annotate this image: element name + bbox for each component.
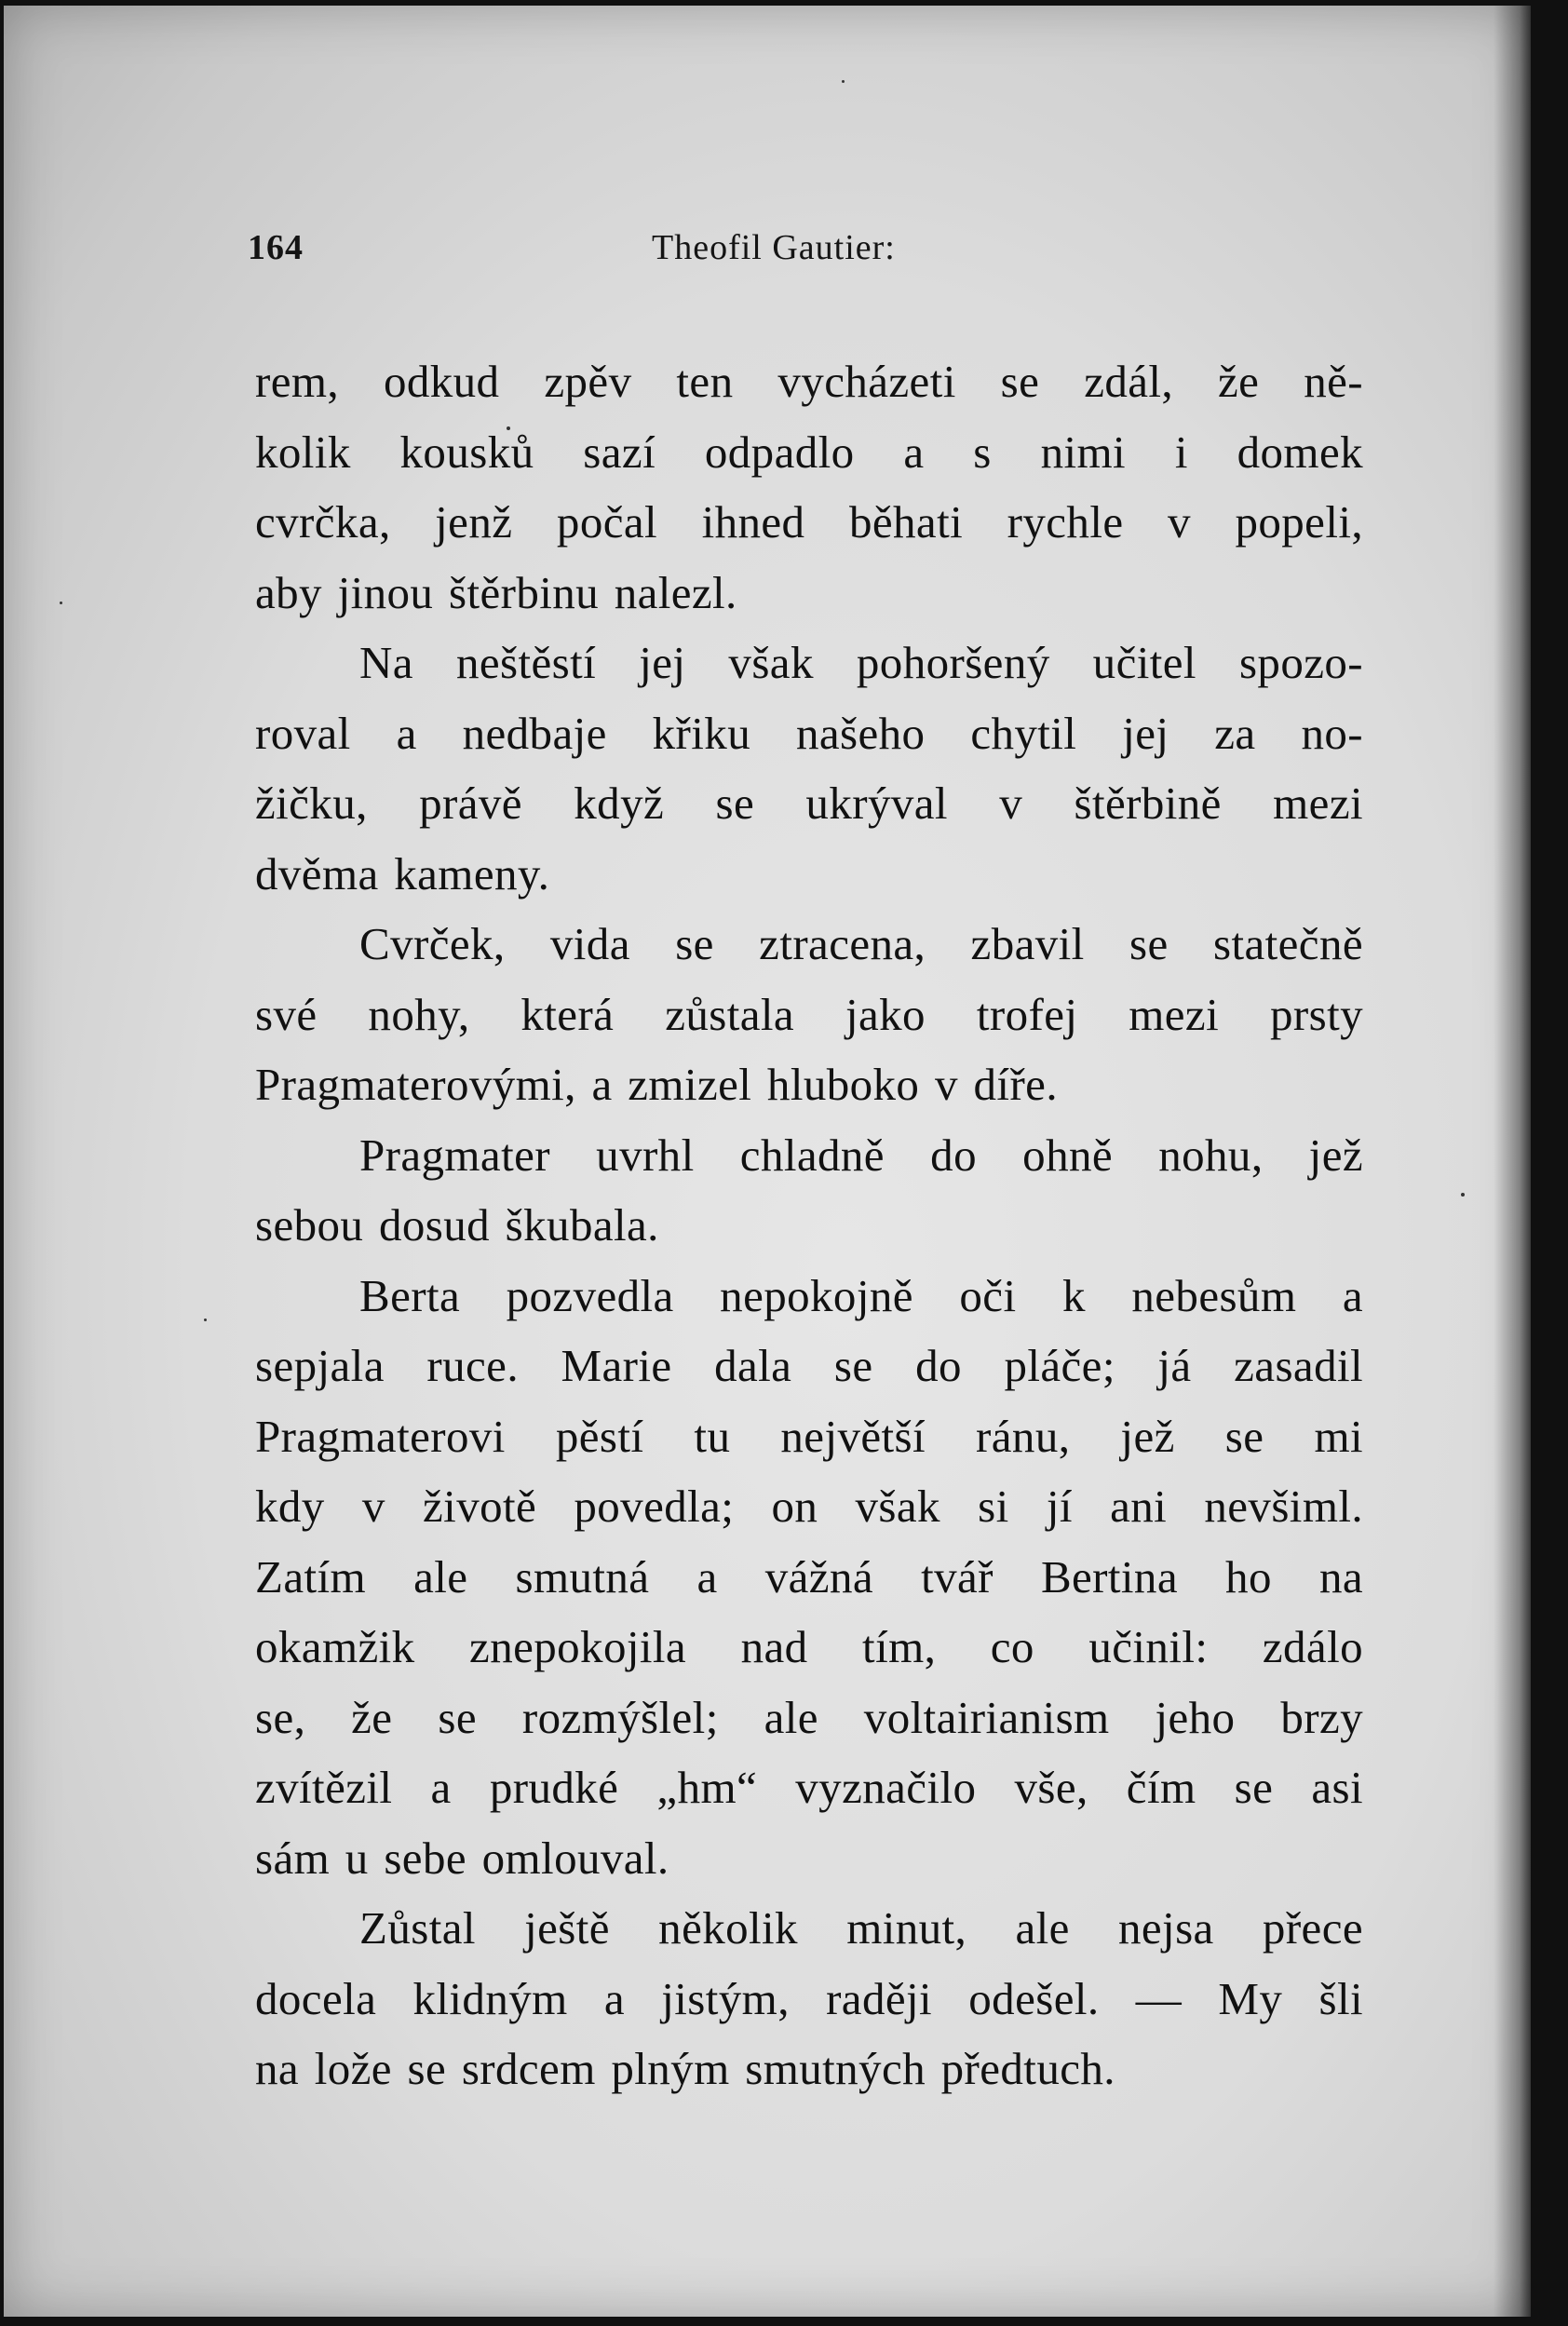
text-line: docela klidným a jistým, raději odešel. — My šli (255, 1972, 1363, 2024)
running-head: Theofil Gautier: (652, 228, 896, 267)
text-line: cvrčka, jenž počal ihned běhati rychle v popeli, (255, 496, 1363, 548)
book-page (4, 6, 1531, 2317)
text-line: zvítězil a prudké „hm“ vyznačilo vše, čím se asi (255, 1762, 1363, 1813)
body-text (255, 346, 1363, 2104)
paragraph (255, 346, 1363, 628)
text-line: Zatím ale smutná a vážná tvář Bertina ho na (255, 1550, 1363, 1603)
page-number: 164 (248, 228, 304, 267)
text-line: aby jinou štěrbinu nalezl. (255, 566, 737, 618)
text-line: své nohy, která zůstala jako trofej mezi prsty (255, 988, 1363, 1040)
paper-speck (1461, 1193, 1465, 1197)
text-line: sepjala ruce. Marie dala se do pláče; já zasadil (255, 1340, 1363, 1391)
text-line: Pragmater uvrhl chladně do ohně nohu, jež (359, 1129, 1363, 1181)
text-line: Berta pozvedla nepokojně oči k nebesům a (359, 1269, 1363, 1321)
text-line: Pragmaterovými, a zmizel hluboko v díře. (255, 1059, 1058, 1110)
text-line: žičku, právě když se ukrýval v štěrbině mezi (255, 778, 1363, 829)
text-line: roval a nedbaje křiku našeho chytil jej za no- (255, 707, 1363, 759)
text-line: Pragmaterovi pěstí tu největší ránu, jež se mi (255, 1410, 1363, 1462)
text-line: rem, odkud zpěv ten vycházeti se zdál, že ně- (255, 356, 1363, 407)
text-line: okamžik znepokojila nad tím, co učinil: zdálo (255, 1621, 1363, 1672)
paragraph (255, 1120, 1363, 1261)
page-header (248, 227, 1365, 274)
text-line: Zůstal ještě několik minut, ale nejsa přece (359, 1902, 1363, 1954)
text-line: se, že se rozmýšlel; ale voltairianism jeho brzy (255, 1691, 1363, 1743)
text-line: na lože se srdcem plným smutných předtuch. (255, 2043, 1115, 2094)
text-line: Na neštěstí jej však pohoršený učitel spozo- (359, 637, 1363, 688)
page-gutter-shadow (1494, 6, 1531, 2317)
paragraph (255, 909, 1363, 1120)
text-line: sebou dosud škubala. (255, 1199, 659, 1251)
paragraph (255, 628, 1363, 909)
paper-speck (842, 80, 845, 83)
text-line: kdy v životě povedla; on však si jí ani nevšiml. (255, 1481, 1363, 1532)
paper-speck (204, 1319, 207, 1321)
text-line: Cvrček, vida se ztracena, zbavil se statečně (359, 918, 1363, 969)
paragraph (255, 1893, 1363, 2104)
text-line: dvěma kameny. (255, 847, 550, 899)
paper-speck (60, 602, 62, 604)
paragraph (255, 1261, 1363, 1894)
text-line: kolik kousků sazí odpadlo a s nimi i domek (255, 426, 1363, 478)
text-line: sám u sebe omlouval. (255, 1832, 669, 1884)
